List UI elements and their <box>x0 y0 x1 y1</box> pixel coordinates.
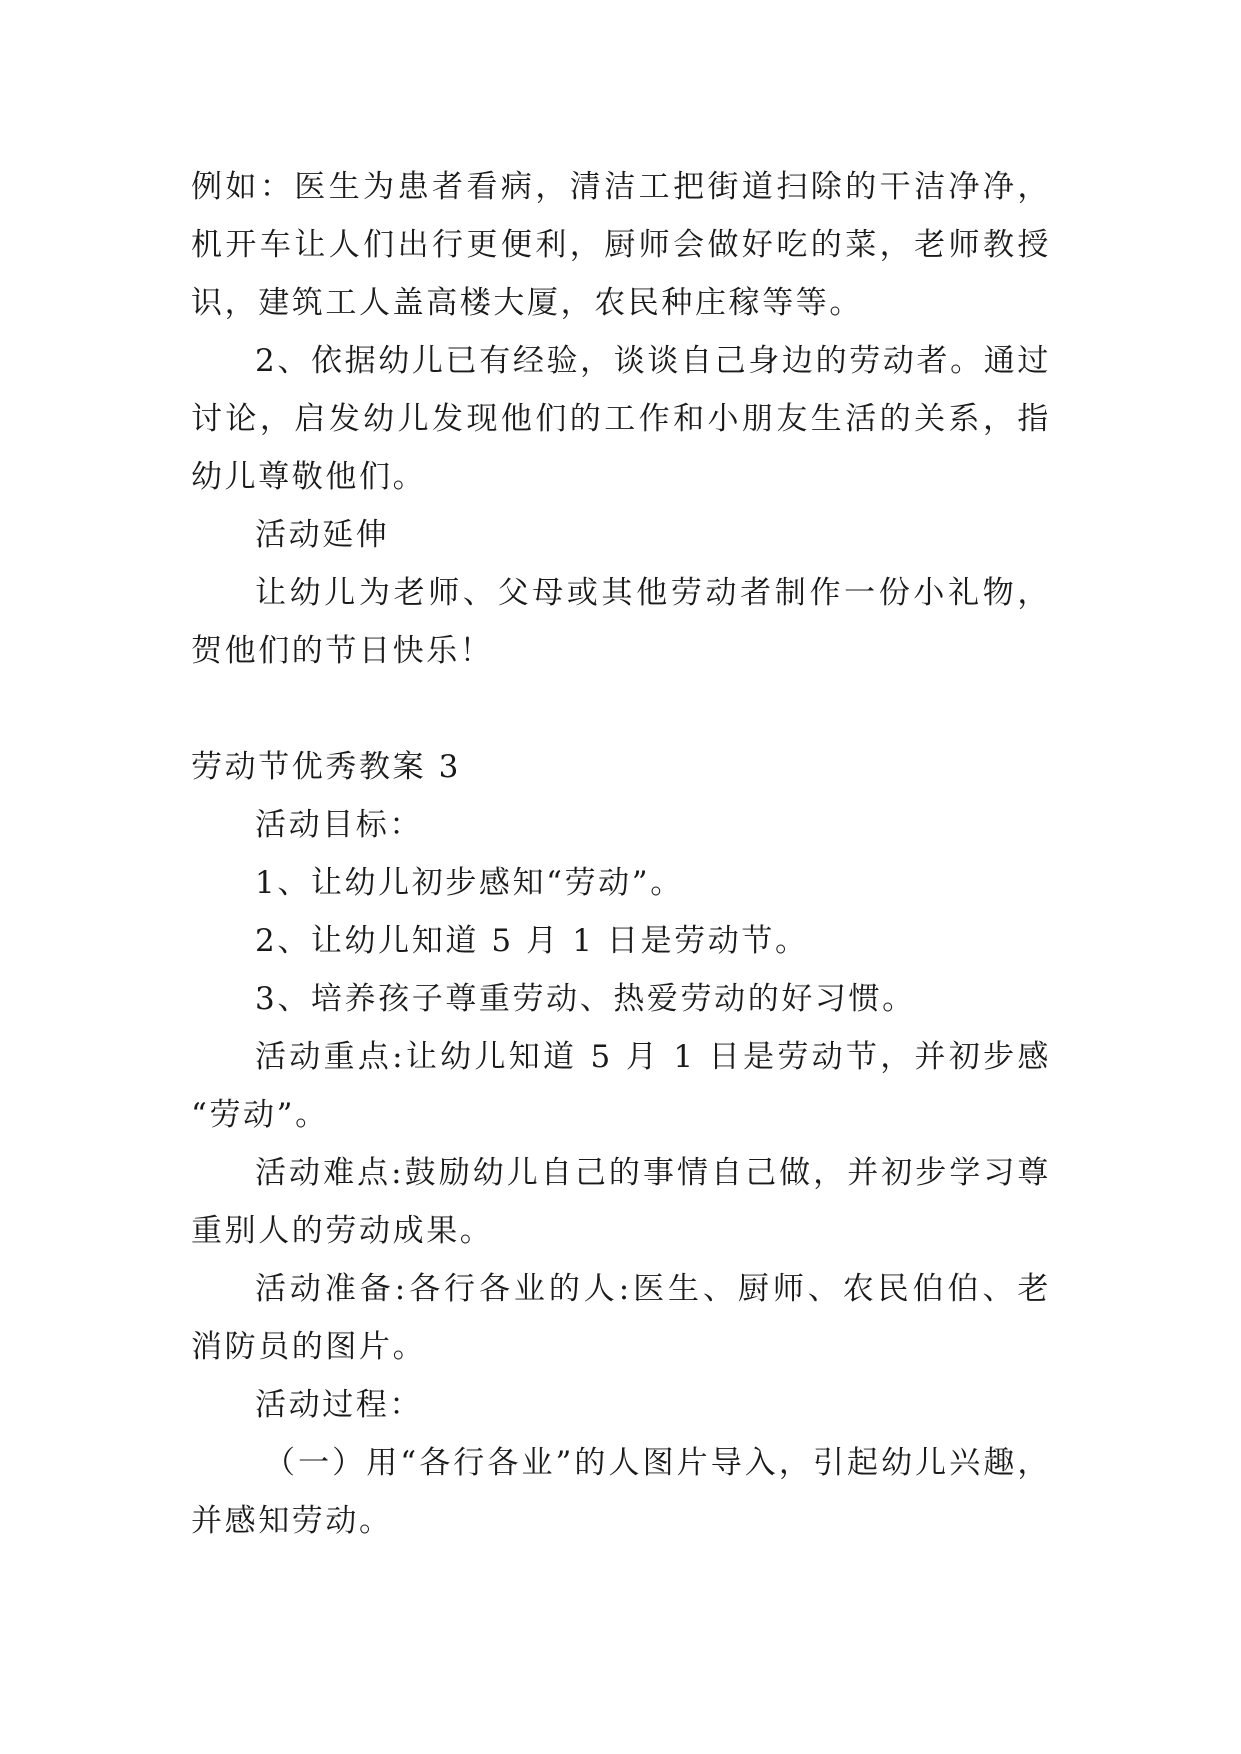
paragraph-line: 讨论，启发幼儿发现他们的工作和小朋友生活的关系，指 <box>191 401 1051 437</box>
paragraph-line: 2、依据幼儿已有经验，谈谈自己身边的劳动者。通过 <box>255 343 1051 379</box>
paragraph-line: 幼儿尊敬他们。 <box>191 459 427 495</box>
paragraph-line: 让幼儿为老师、父母或其他劳动者制作一份小礼物， <box>255 575 1051 611</box>
paragraph-line: 活动难点:鼓励幼儿自己的事情自己做，并初步学习尊 <box>255 1155 1051 1191</box>
paragraph-line: 活动准备:各行各业的人:医生、厨师、农民伯伯、老 <box>255 1271 1051 1307</box>
list-item: 3、培养孩子尊重劳动、热爱劳动的好习惯。 <box>255 981 916 1017</box>
list-item: 1、让幼儿初步感知“劳动”。 <box>255 865 684 901</box>
section-heading: 活动目标： <box>255 807 423 843</box>
paragraph-line: “劳动”。 <box>191 1097 329 1133</box>
section-heading: 活动过程： <box>255 1387 423 1423</box>
paragraph-line: 识，建筑工人盖高楼大厦，农民种庄稼等等。 <box>191 285 863 321</box>
document-title: 劳动节优秀教案 3 <box>191 749 461 785</box>
paragraph-line: 贺他们的节日快乐！ <box>191 633 494 669</box>
paragraph-line: （一）用“各行各业”的人图片导入，引起幼儿兴趣， <box>264 1445 1051 1481</box>
paragraph-line: 活动重点:让幼儿知道 5 月 1 日是劳动节，并初步感 <box>255 1039 1051 1075</box>
paragraph-line: 并感知劳动。 <box>191 1503 393 1539</box>
section-heading: 活动延伸 <box>255 517 390 553</box>
paragraph-line: 例如：医生为患者看病，清洁工把街道扫除的干洁净净， <box>191 169 1051 205</box>
paragraph-line: 重别人的劳动成果。 <box>191 1213 494 1249</box>
paragraph-line: 机开车让人们出行更便利，厨师会做好吃的菜，老师教授 <box>191 227 1051 263</box>
paragraph-line: 消防员的图片。 <box>191 1329 427 1365</box>
list-item: 2、让幼儿知道 5 月 1 日是劳动节。 <box>255 923 809 959</box>
